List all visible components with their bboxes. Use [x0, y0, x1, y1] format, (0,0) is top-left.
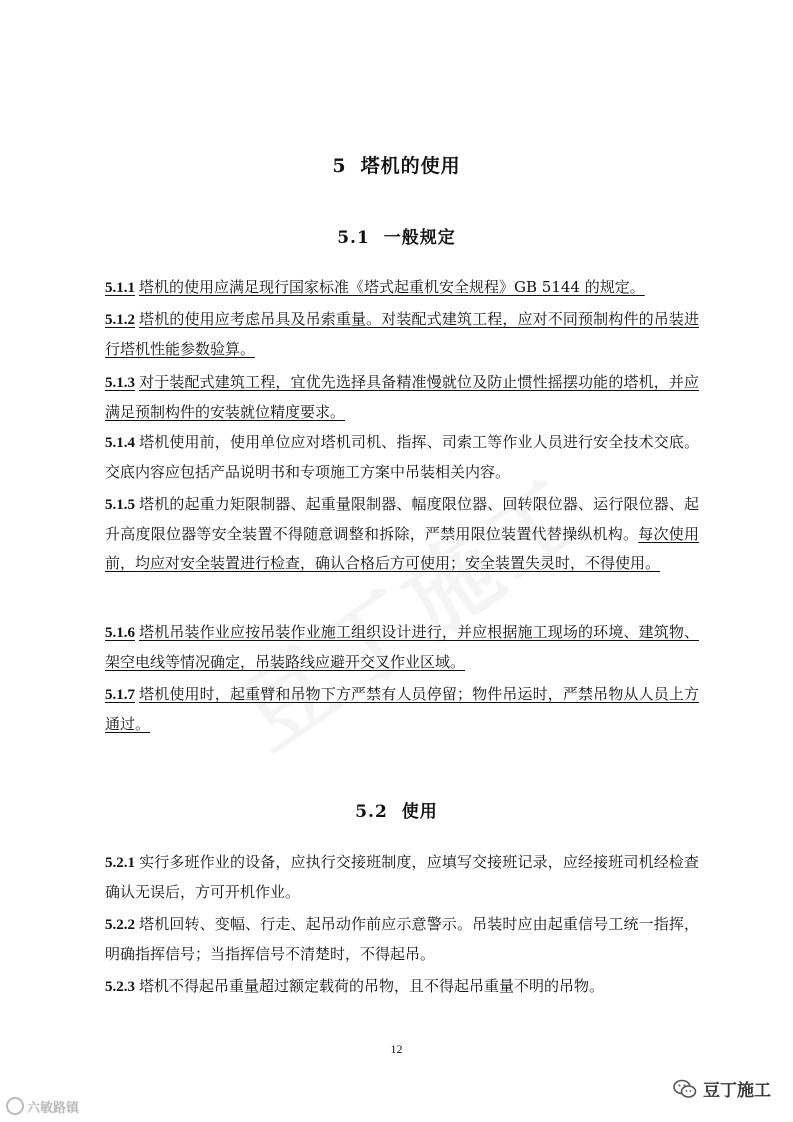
clause-number: 5.2.3	[105, 979, 135, 995]
clause-5-1-2	[105, 305, 699, 364]
section-number: 5.2	[355, 802, 388, 822]
clause-5-1-7	[105, 680, 699, 739]
clause-number: 5.1.7	[105, 687, 135, 703]
watermark-logo-icon	[6, 1097, 24, 1115]
clause-text: 塔机使用前，使用单位应对塔机司机、指挥、司索工等作业人员进行安全技术交底。交底内容应包括产品说明书和专项施工方案中吊装相关内容。	[105, 433, 699, 481]
clause-number: 5.1.6	[105, 625, 135, 641]
section-title-text: 一般规定	[383, 228, 456, 248]
clause-number: 5.1.3	[105, 375, 135, 391]
clause-number: 5.1.1	[105, 280, 135, 296]
clause-number: 5.1.4	[105, 435, 135, 451]
clause-text: 塔机使用时，起重臂和吊物下方严禁有人员停留；物件吊运时，严禁吊物从人员上方通过。	[105, 685, 699, 733]
clause-text: 塔机不得起吊重量超过额定载荷的吊物，且不得起吊重量不明的吊物。	[139, 977, 605, 995]
clause-text: 对于装配式建筑工程，宜优先选择具备精准慢就位及防止惯性摇摆功能的塔机，并应满足预制构件的安装就位精度要求。	[105, 373, 699, 421]
clause-text: 塔机回转、变幅、行走、起吊动作前应示意警示。吊装时应由起重信号工统一指挥，明确指挥信号；当指挥信号不清楚时，不得起吊。	[105, 915, 699, 963]
section-number: 5.1	[337, 228, 370, 248]
clause-number: 5.2.1	[105, 855, 135, 871]
section-title-5-1	[0, 223, 793, 248]
wechat-icon	[673, 1079, 697, 1099]
chapter-title-text: 塔机的使用	[360, 155, 461, 177]
clause-5-2-3	[105, 972, 699, 1002]
clause-5-1-4	[105, 428, 699, 487]
clause-number: 5.1.2	[105, 312, 135, 328]
brand-badge	[673, 1076, 771, 1101]
clause-5-1-6	[105, 618, 699, 677]
clause-5-1-1	[105, 273, 699, 303]
chapter-number: 5	[332, 155, 347, 177]
chapter-title	[0, 151, 793, 178]
clause-number: 5.1.5	[105, 497, 135, 513]
clause-text-part-b: 每次使用前，均应对安全装置进行检查，确认合格后方可使用；安全装置失灵时，不得使用。	[105, 525, 699, 572]
clause-5-1-5	[105, 490, 699, 578]
corner-watermark-text: 六敏路镇	[27, 1101, 80, 1116]
clause-text-part-a: 塔机的起重力矩限制器、起重量限制器、幅度限位器、回转限位器、运行限位器、起升高度限位器等安全装置不得随意调整和拆除，严禁用限位装置代替操纵机构。	[105, 495, 699, 543]
page-number: 12	[390, 1042, 403, 1056]
clause-number: 5.2.2	[105, 917, 135, 933]
clause-5-2-2	[105, 910, 699, 969]
clause-text: 塔机的使用应考虑吊具及吊索重量。对装配式建筑工程，应对不同预制构件的吊装进行塔机性能参数验算。	[105, 310, 699, 358]
clause-text: 实行多班作业的设备，应执行交接班制度，应填写交接班记录，应经接班司机经检查确认无误后，方可开机作业。	[105, 853, 699, 901]
brand-name: 豆丁施工	[703, 1081, 771, 1101]
section-title-text: 使用	[401, 802, 438, 822]
clause-5-2-1	[105, 848, 699, 907]
clause-text: 塔机吊装作业应按吊装作业施工组织设计进行，并应根据施工现场的环境、建筑物、架空电线等情况确定，吊装路线应避开交叉作业区域。	[105, 623, 699, 671]
corner-watermark	[6, 1097, 79, 1116]
clause-5-1-3	[105, 368, 699, 427]
clause-text: 塔机的使用应满足现行国家标准《塔式起重机安全规程》GB 5144 的规定。	[139, 278, 645, 296]
section-title-5-2	[0, 797, 793, 822]
